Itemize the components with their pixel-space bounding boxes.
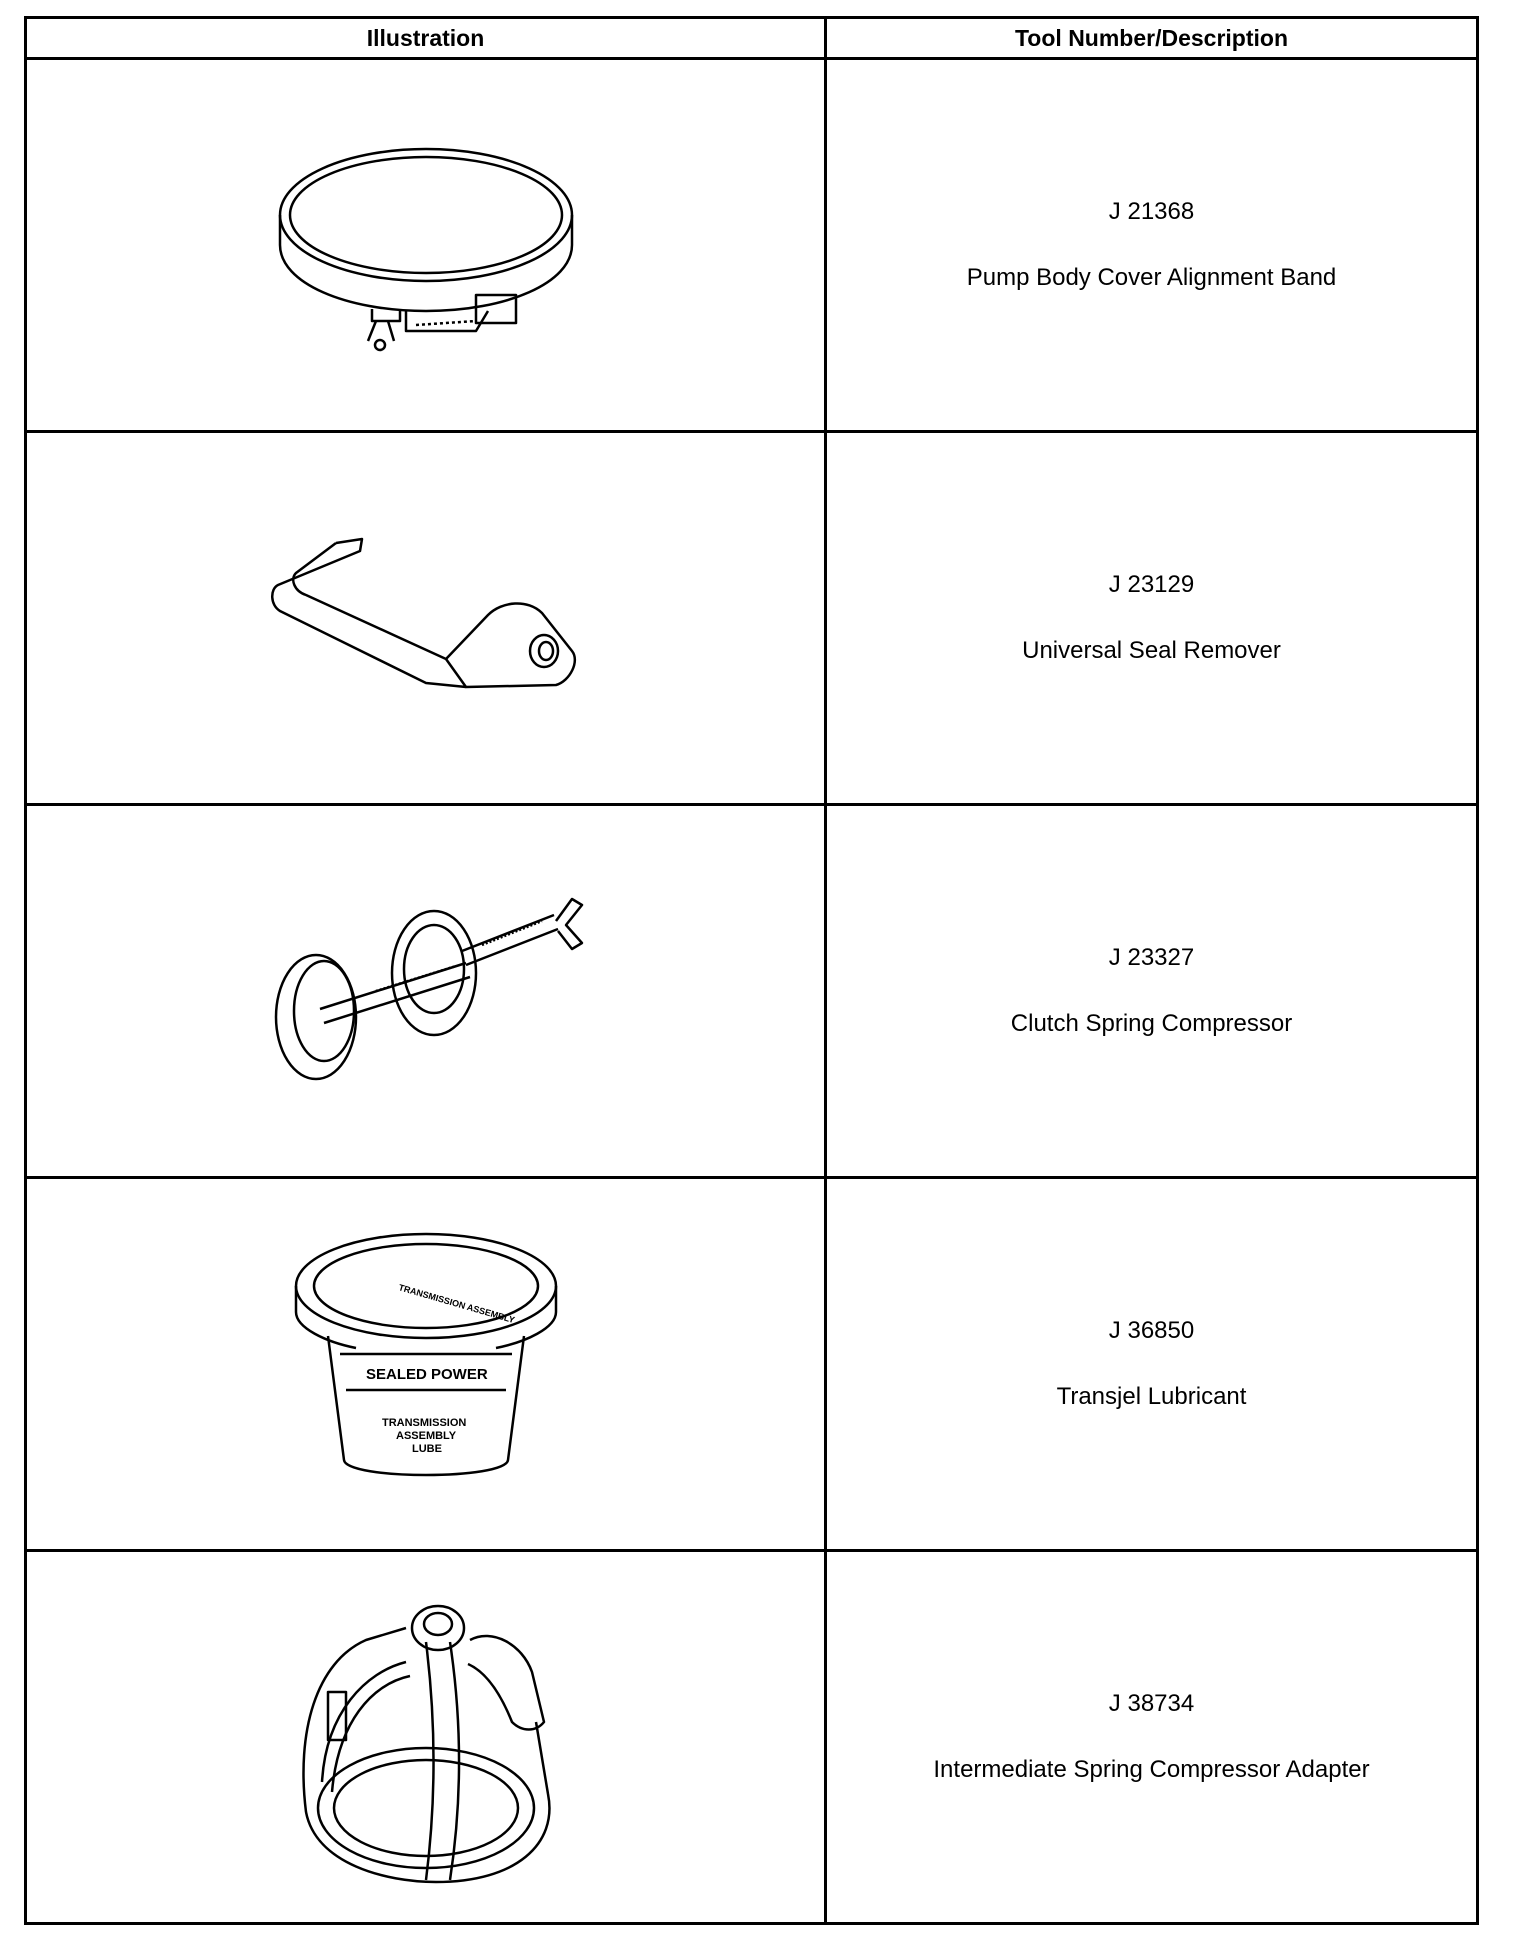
tool-number: J 38734 bbox=[1108, 1690, 1195, 1717]
description-cell bbox=[826, 1551, 1478, 1924]
table-row bbox=[26, 1551, 1478, 1924]
description-cell bbox=[826, 805, 1478, 1178]
spring-compressor-illustration bbox=[266, 891, 586, 1091]
lubricant-tub-illustration bbox=[286, 1224, 566, 1504]
description-cell bbox=[826, 59, 1478, 432]
illustration-cell bbox=[26, 432, 826, 805]
lid-label: TRANSMISSION ASSEMBLY bbox=[396, 1282, 516, 1326]
description-cell bbox=[826, 432, 1478, 805]
table-row bbox=[26, 1178, 1478, 1551]
tool-number: J 23327 bbox=[1108, 944, 1195, 971]
tool-number: J 36850 bbox=[1108, 1317, 1195, 1344]
illustration-cell bbox=[26, 1178, 826, 1551]
tool-description: Clutch Spring Compressor bbox=[1010, 1010, 1293, 1037]
tools-table bbox=[24, 16, 1479, 1925]
tool-number: J 23129 bbox=[1108, 571, 1195, 598]
tool-description: Intermediate Spring Compressor Adapter bbox=[933, 1756, 1370, 1783]
table-row bbox=[26, 59, 1478, 432]
tool-description: Universal Seal Remover bbox=[1022, 637, 1281, 664]
seal-remover-illustration bbox=[266, 533, 586, 703]
header-tool-description: Tool Number/Description bbox=[826, 18, 1478, 59]
table-row bbox=[26, 805, 1478, 1178]
compressor-adapter-illustration bbox=[286, 1582, 566, 1892]
tub-label-line-1: TRANSMISSION bbox=[381, 1417, 466, 1429]
tool-description: Transjel Lubricant bbox=[1056, 1383, 1247, 1410]
illustration-cell bbox=[26, 59, 826, 432]
table-header-row bbox=[26, 18, 1478, 59]
tub-label-line-3: LUBE bbox=[411, 1443, 442, 1455]
table-row bbox=[26, 432, 1478, 805]
header-illustration: Illustration bbox=[26, 18, 826, 59]
brand-label: SEALED POWER bbox=[365, 1366, 488, 1383]
tool-number: J 21368 bbox=[1108, 198, 1195, 225]
illustration-cell bbox=[26, 1551, 826, 1924]
illustration-cell bbox=[26, 805, 826, 1178]
tool-description: Pump Body Cover Alignment Band bbox=[966, 264, 1337, 291]
alignment-band-illustration bbox=[276, 135, 576, 355]
description-cell bbox=[826, 1178, 1478, 1551]
tub-label-line-2: ASSEMBLY bbox=[395, 1430, 456, 1442]
